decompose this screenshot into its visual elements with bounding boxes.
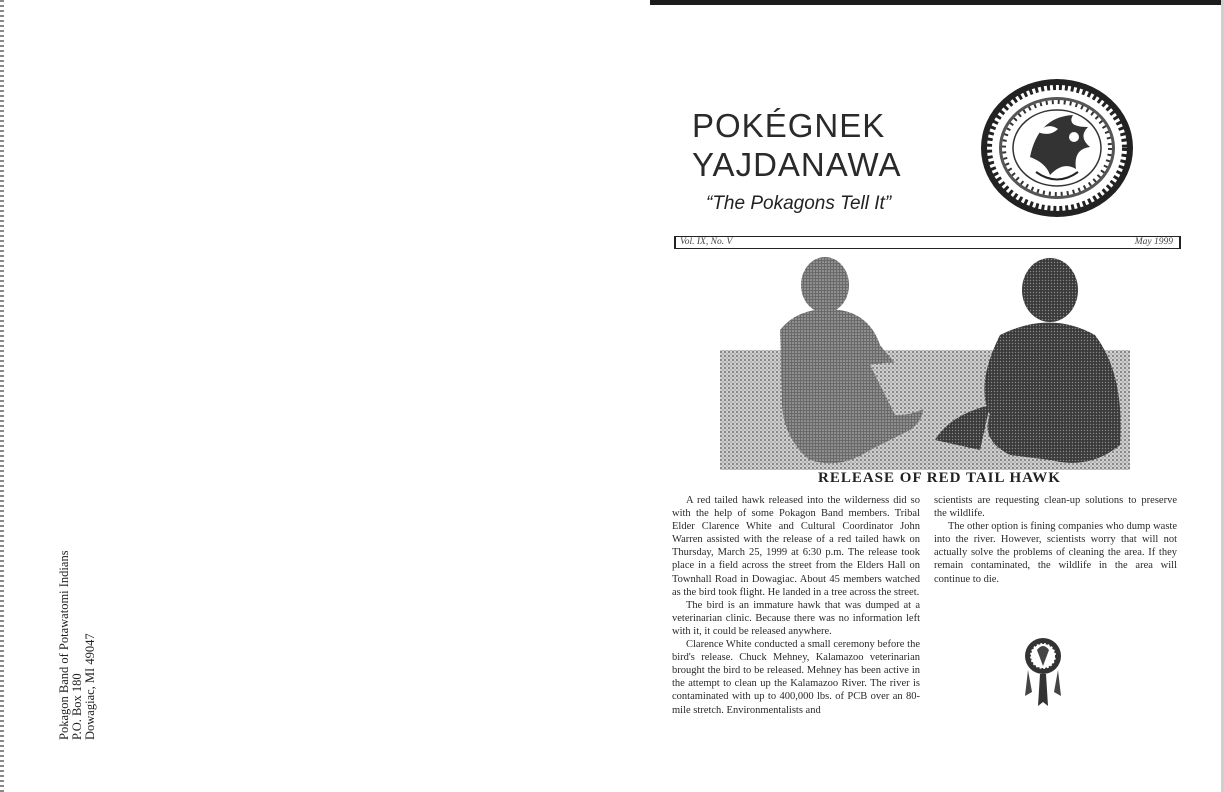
issue-date: May 1999 [1134, 237, 1173, 247]
page-edge-left [0, 0, 4, 792]
address-line-org: Pokagon Band of Potawatomi Indians [57, 550, 71, 740]
address-line-box: P.O. Box 180 [70, 673, 84, 740]
article-paragraph: The bird is an immature hawk that was dumped at a veterinarian clinic. Because there was no information left with it, it could be released anywhere. [672, 599, 920, 637]
page-edge-top [650, 0, 1224, 5]
volume-date-bar [674, 236, 1181, 249]
article-headline: RELEASE OF RED TAIL HAWK [818, 470, 1061, 486]
masthead-title-line2: YAJDANAWA [692, 146, 902, 183]
mailing-address [58, 550, 97, 740]
masthead-title-line1: POKÉGNEK [692, 107, 886, 144]
address-line-city: Dowagiac, MI 49047 [83, 633, 97, 740]
hawk-release-photo [720, 255, 1130, 470]
article-paragraph-continued: scientists are requesting clean-up solutions to preserve the wildlife. [934, 495, 1177, 520]
article-paragraph: A red tailed hawk released into the wilderness did so with the help of some Pokagon Band members. Tribal Elder Clarence White and Cultural Coordinator John Warren assisted with the release of a red tailed hawk on Thursday, March 25, 1999 at 6:30 p.m. The release took place in a field across the street from the Elders Hall on Townhall Road in Dowagiac. About 45 members watched as the bird took flight. He landed in a tree across the street. [672, 495, 920, 598]
volume-number: Vol. IX, No. V [680, 237, 733, 247]
article-paragraph: The other option is fining companies who dump waste into the river. However, scientists worry that will not actually solve the problems of cleaning the area. If they remain contaminated, the wildlife in the area will continue to die. [934, 521, 1177, 585]
article-paragraph: Clarence White conducted a small ceremony before the bird's release. Chuck Mehney, Kalamazoo veterinarian brought the bird to be released. Mehney has been active in the attempt to clean up the Kalamazoo River. The river is contaminated with up to 400,000 lbs. of PCB over an 80-mile stretch. Environmentalists and [672, 639, 920, 716]
dreamcatcher-emblem-icon [1022, 636, 1064, 708]
article-column-2 [934, 494, 1177, 586]
article-column-1 [672, 494, 920, 734]
masthead-subtitle: “The Pokagons Tell It” [706, 193, 892, 214]
tribal-seal-logo [978, 77, 1136, 219]
